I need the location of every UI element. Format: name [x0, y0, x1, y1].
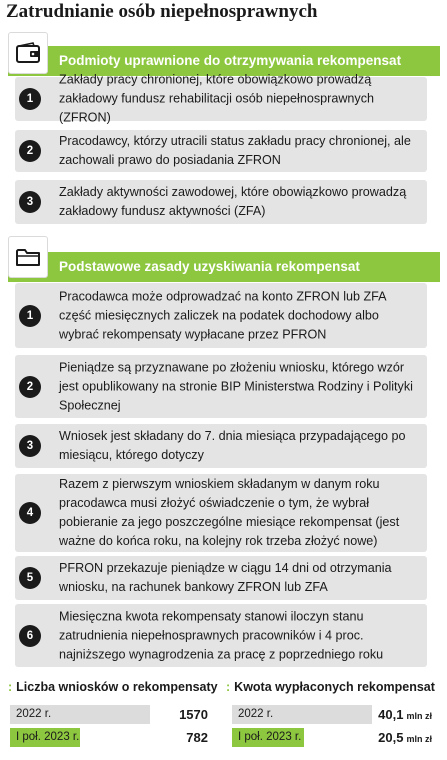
payments-value-2023	[378, 728, 432, 749]
item-number: 3	[19, 191, 41, 213]
marker: :	[226, 680, 231, 694]
item-number: 4	[19, 502, 41, 524]
rule-item-1	[15, 283, 427, 348]
bar-label: 2022 r.	[16, 708, 52, 720]
item-text: Pieniądze są przyznawane po złożeniu wniosku, którego wzór jest opublikowany na stronie BIP Ministerstwa Rodziny i Polityki Społecznej	[59, 360, 413, 412]
rule-item-6	[15, 604, 427, 667]
value-unit: mln zł	[406, 711, 432, 721]
applications-value-2022: 1570	[179, 707, 208, 722]
applications-title	[8, 680, 218, 694]
folder-icon-box	[8, 236, 48, 278]
item-text: Razem z pierwszym wnioskiem składanym w danym roku pracodawca musi złożyć oświadczenie o tym, że wybrał pobieranie za jego poszczególne miesiące rekompensat (jest ważne do końca roku, na kolejny rok trzeba złożyć nowe)	[59, 477, 400, 548]
bar-label: I poł. 2023 r.	[16, 731, 80, 743]
applications-bar-2022	[10, 705, 150, 724]
item-number: 3	[19, 435, 41, 457]
value-number: 40,1	[378, 707, 404, 722]
item-text: Wniosek jest składany do 7. dnia miesiąca przypadającego po miesiącu, którego dotyczy	[59, 429, 406, 462]
eligible-item-1	[15, 72, 427, 125]
applications-title-text: Liczba wniosków o rekompensaty	[16, 680, 218, 694]
item-text: Zakłady pracy chronionej, które obowiązkowo prowadzą zakładowy fundusz rehabilitacji osób niepełnosprawnych (ZFRON)	[59, 72, 375, 125]
applications-bar-2023	[10, 728, 80, 747]
item-text: Zakłady aktywności zawodowej, które obowiązkowo prowadzą zakładowy fundusz aktywności (ZFA)	[59, 185, 407, 218]
section-title: Podstawowe zasady uzyskiwania rekompensat	[59, 259, 360, 274]
wallet-icon-box	[8, 32, 48, 74]
applications-row-2022	[10, 705, 210, 724]
eligible-item-2	[15, 130, 427, 172]
item-number: 1	[19, 88, 41, 110]
bar-label: 2022 r.	[238, 708, 274, 720]
rule-item-3	[15, 424, 427, 468]
payments-bar-2023	[232, 728, 304, 747]
payments-bar-2022	[232, 705, 372, 724]
folder-icon	[15, 246, 41, 268]
item-text: PFRON przekazuje pieniądze w ciągu 14 dni od otrzymania wniosku, na rachunek bankowy ZFRON lub ZFA	[59, 561, 392, 594]
item-text: Pracodawca może odprowadzać na konto ZFRON lub ZFA część miesięcznych zaliczek na podatek dochodowy albo wybrać rekompensaty wypłacane przez PFRON	[59, 289, 386, 341]
item-text: Pracodawcy, którzy utracili status zakładu pracy chronionej, ale zachowali prawo do posiadania ZFRON	[59, 134, 411, 167]
applications-value-2023: 782	[186, 730, 208, 745]
eligible-item-3	[15, 180, 427, 224]
payments-title-text: Kwota wypłaconych rekompensat	[234, 680, 435, 694]
marker: :	[8, 680, 13, 694]
payments-row-2022	[232, 705, 432, 724]
item-number: 2	[19, 140, 41, 162]
payments-title	[226, 680, 435, 694]
item-number: 5	[19, 567, 41, 589]
applications-row-2023	[10, 728, 210, 747]
item-text: Miesięczna kwota rekompensaty stanowi iloczyn stanu zatrudnienia niepełnosprawnych pracowników i 4 proc. najniższego wynagrodzenia za pracę z poprzedniego roku	[59, 609, 384, 661]
value-unit: mln zł	[406, 734, 432, 744]
rule-item-2	[15, 355, 427, 418]
item-number: 6	[19, 625, 41, 647]
section-header-rules	[8, 252, 440, 282]
bar-label: I poł. 2023 r.	[238, 731, 302, 743]
payments-row-2023	[232, 728, 432, 747]
wallet-icon	[15, 42, 41, 64]
item-number: 2	[19, 376, 41, 398]
page-title: Zatrudnianie osób niepełnosprawnych	[6, 1, 318, 22]
rule-item-5	[15, 556, 427, 600]
item-number: 1	[19, 305, 41, 327]
rule-item-4	[15, 474, 427, 552]
section-title: Podmioty uprawnione do otrzymywania rekompensat	[59, 53, 402, 68]
payments-value-2022	[378, 705, 432, 726]
value-number: 20,5	[378, 730, 404, 745]
